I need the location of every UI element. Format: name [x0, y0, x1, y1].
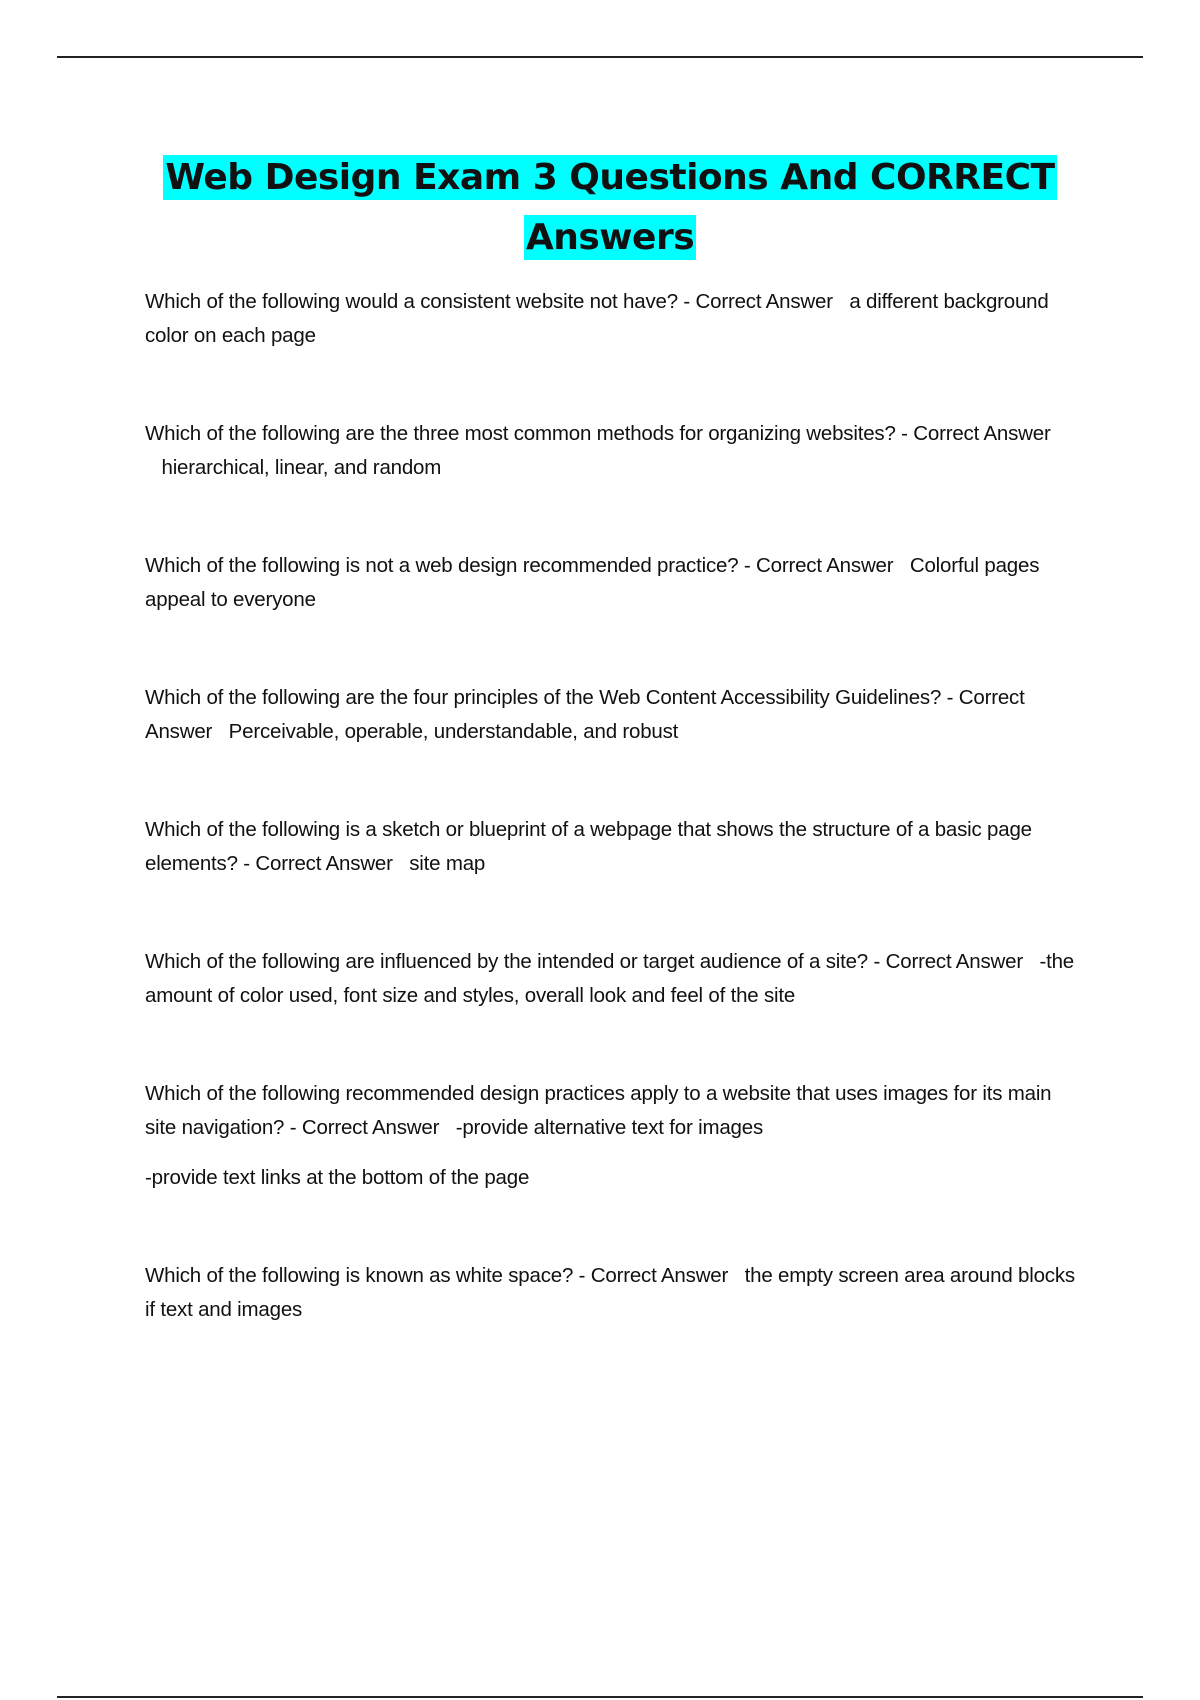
qa-text — [145, 945, 1085, 1013]
answer-text: -the amount of color used, font size and styles, overall look and feel of the site — [145, 950, 1074, 1007]
qa-item — [145, 549, 1085, 617]
qa-text — [145, 813, 1085, 881]
qa-item — [145, 681, 1085, 749]
qa-item — [145, 417, 1085, 485]
top-rule — [57, 56, 1143, 58]
correct-answer-label: - Correct Answer — [578, 1264, 729, 1287]
qa-item — [145, 813, 1085, 881]
answer-text: the empty screen area around blocks if text and images — [145, 1264, 1075, 1321]
qa-item — [145, 1259, 1085, 1327]
qa-text — [145, 549, 1085, 617]
qa-item — [145, 285, 1085, 353]
bottom-rule — [57, 1696, 1143, 1698]
qa-text — [145, 285, 1085, 353]
question-text: Which of the following would a consistent website not have? — [145, 290, 678, 313]
correct-answer-label: - Correct Answer — [289, 1116, 440, 1139]
answer-extra-text: -provide text links at the bottom of the page — [145, 1166, 530, 1189]
question-text: Which of the following are the four principles of the Web Content Accessibility Guidelines? — [145, 686, 942, 709]
qa-text — [145, 417, 1085, 485]
qa-item — [145, 945, 1085, 1013]
correct-answer-label: - Correct Answer — [145, 686, 1025, 743]
correct-answer-label: - Correct Answer — [743, 554, 894, 577]
correct-answer-label: - Correct Answer — [243, 852, 393, 875]
question-text: Which of the following is not a web design recommended practice? — [145, 554, 739, 577]
answer-text: hierarchical, linear, and random — [161, 456, 442, 479]
question-text: Which of the following are the three most common methods for organizing websites? — [145, 422, 896, 445]
correct-answer-label: - Correct Answer — [901, 422, 1051, 445]
question-text: Which of the following is a sketch or blueprint of a webpage that shows the structure of a basic page elements? — [145, 818, 1032, 875]
answer-text: -provide alternative text for images — [455, 1116, 763, 1139]
answer-text: Perceivable, operable, understandable, and robust — [228, 720, 679, 743]
qa-list — [145, 285, 1085, 1391]
question-text: Which of the following is known as white space? — [145, 1264, 574, 1287]
qa-item — [145, 1077, 1085, 1195]
answer-text: site map — [409, 852, 486, 875]
qa-text — [145, 681, 1085, 749]
answer-text: a different background color on each page — [145, 290, 1049, 347]
qa-text — [145, 1259, 1085, 1327]
page-title: Web Design Exam 3 Questions And CORRECT Answers — [165, 157, 1055, 258]
page-title-container — [145, 148, 1075, 268]
qa-text — [145, 1077, 1085, 1145]
answer-text: Colorful pages appeal to everyone — [145, 554, 1040, 611]
question-text: Which of the following are influenced by the intended or target audience of a site? — [145, 950, 869, 973]
correct-answer-label: - Correct Answer — [683, 290, 833, 313]
correct-answer-label: - Correct Answer — [873, 950, 1023, 973]
question-text: Which of the following recommended design practices apply to a website that uses images for its main site navigation? — [145, 1082, 1052, 1139]
